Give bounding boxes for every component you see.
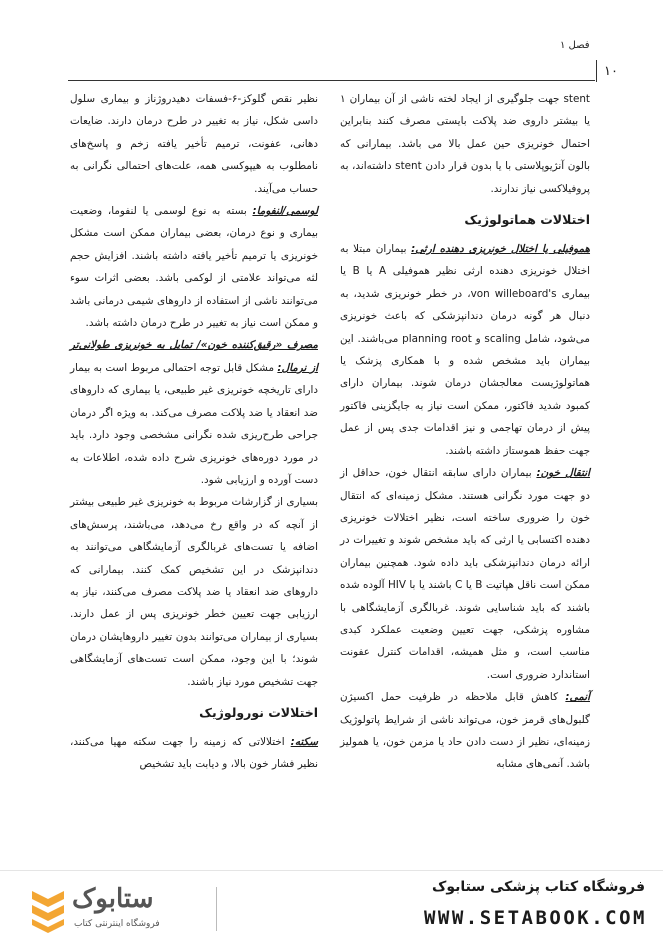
paragraph-text: بیماران دارای سابقه انتقال خون، حداقل از دو جهت مورد نگرانی هستند. مشکل زمینه‌ای که انتقال خون را ضروری ساخته است، نظیر اختلالات خونریزی دهنده اکتسابی یا ارثی که باید مشخص شوند و تغییرات در ارائه درمان دندانپزشکی باید داده شود. همچنین بیماران ممکن است ناقل هپاتیت B یا C باشند یا با HIV آلوده شده باشند که باید شناسایی شوند. غربالگری آزمایشگاهی با مشاوره پزشکی، جهت تعیین وضعیت عملکرد کبدی مناسب است، و مثل همیشه، اقدامات کنترل عفونت استاندارد ضروری است. [340, 467, 591, 681]
paragraph-text: مشکل قابل توجه احتمالی مربوط است به بیمار دارای تاریخچه خونریزی غیر طبیعی، یا بیماری که داروهای ضد انعقاد یا ضد پلاکت مصرف می‌کند. به ویژه اگر درمان جراحی طرح‌ریزی شده نگرانی مشخصی وجود دارد. باید در مورد دوره‌های خونریزی شرح داده شده، اطلاعات به دست آورده و ارزیابی شود. [70, 361, 318, 486]
paragraph: نظیر نقص گلوکز-۶-فسفات دهیدروژناز و بیماری سلول داسی شکل، نیاز به تغییر در طرح درمان دارند. ضایعات دهانی، عفونت، ترمیم تأخیر یافته زخم و پاسخ‌های نامطلوب به هیپوکسی همه، علت‌های احتمالی نگرانی به حساب می‌آیند. [70, 93, 318, 195]
subheading-transfusion: انتقال خون: [536, 467, 590, 480]
paragraph-text: بسته به نوع لوسمی یا لنفوما، وضعیت بیماری و نوع درمان، بعضی بیماران ممکن است مشکل خونریزی یا ترمیم تأخیر یافته داشته باشند. افزایش حجم لثه می‌تواند علامتی از لوکمی باشد. بعضی اثرات سوء می‌توانند ناشی از استفاده از داروهای شیمی درمانی باشد و ممکن است نیاز به تغییر در طرح درمان داشته باشد. [70, 205, 318, 330]
paragraph-text: کاهش قابل ملاحظه در ظرفیت حمل اکسیژن گلبول‌های قرمز خون، می‌تواند ناشی از شرایط پاتولوژیک زمینه‌ای، نظیر از دست دادن حاد یا مزمن خون، یا همولیز باشد. آنمی‌های مشابه [340, 691, 590, 771]
shop-name: فروشگاه کتاب پزشکی ستابوک [432, 879, 645, 895]
section-heading-hematology: اختلالات هماتولوژیک [464, 212, 590, 228]
page-header [0, 0, 663, 80]
logo-tagline: فروشگاه اینترنتی کتاب [74, 919, 160, 929]
chapter-label: فصل ۱ [560, 40, 590, 51]
paragraph-text: اختلالاتی که زمینه را جهت سکته مهیا می‌کنند، نظیر فشار خون بالا، و دیابت باید تشخیص [70, 735, 318, 771]
header-divider [68, 80, 595, 81]
setabook-logo[interactable] [28, 883, 258, 935]
subheading-blood-thinners: مصرف «رقیق‌کننده خون»/ تمایل به خونریزی طولانی‌تر از نرمال: [70, 339, 318, 374]
book-chevron-icon [28, 885, 68, 933]
paragraph-anemia [340, 686, 590, 776]
subheading-hemophilia: هموفیلی یا اختلال خونریزی دهنده ارثی: [411, 243, 591, 256]
logo-wordmark: ستابوک [72, 883, 154, 913]
paragraph-stroke [70, 731, 318, 776]
footer-banner [0, 870, 663, 940]
header-divider-vertical [596, 60, 597, 82]
subheading-stroke: سکته: [290, 735, 318, 748]
section-heading-neurology: اختلالات نورولوژیک [199, 704, 318, 720]
paragraph: بسیاری از گزارشات مربوط به خونریزی غیر طبیعی بیشتر از آنچه که در واقع رخ می‌دهد، می‌باشند، پرسش‌های اضافه یا تست‌های غربالگری آزمایشگاهی می‌توانند به دندانپزشک در این تشخیص کمک کنند. بیمارانی که داروهای ضد انعقاد یا ضد پلاکت مصرف می‌کنند، نیاز به ارزیابی جهت تعیین خطر خونریزی پس از عمل دارند. بسیاری از بیماران می‌توانند بدون تغییر داروهایشان درمان شوند؛ با این وجود، ممکن است تست‌های آزمایشگاهی جهت تشخیص مورد نیاز باشند. [70, 496, 318, 688]
right-column [340, 88, 590, 776]
subheading-anemia: آنمی: [565, 691, 590, 704]
paragraph: stent جهت جلوگیری از ایجاد لخته ناشی از آن بیماران ۱ یا بیشتر داروی ضد پلاکت بایستی مصرف کنند بنابراین احتمال خونریزی حین عمل بالا می باشد. بیمارانی که بالون آنژیوپلاستی با یا بدون قرار دادن stent داشته‌اند، به پروفیلاکسی نیاز ندارند. [340, 93, 590, 195]
paragraph-text: بیماران مبتلا به اختلال خونریزی دهنده ارثی نظیر هموفیلی A یا B یا بیماری von willeboard's، در خطر خونریزی شدید، به دنبال هر گونه درمان دندانپزشکی که باعث خونریزی می‌شود، شامل scaling و planning root می‌باشند. این بیماران باید مشخص شده و با همکاری پزشک یا هماتولوژیست معالجشان درمان شوند. بیماران دارای کمبود شدید فاکتور، ممکن است نیاز به جایگزینی فاکتور پیش از درمان تهاجمی و نیز اقدامات جدی پس از عمل جهت حفظ هموستاز داشته باشند. [340, 243, 590, 457]
left-column [70, 88, 318, 776]
paragraph-hemophilia [340, 238, 590, 462]
paragraph-transfusion [340, 462, 590, 686]
logo-divider [216, 887, 217, 931]
page-number: ۱۰ [604, 64, 618, 79]
shop-url-link[interactable]: WWW.SETABOOK.COM [423, 907, 647, 929]
paragraph-thinners [70, 334, 318, 491]
paragraph-leukemia [70, 200, 318, 334]
subheading-leukemia: لوسمی/لنفوما: [252, 205, 318, 218]
